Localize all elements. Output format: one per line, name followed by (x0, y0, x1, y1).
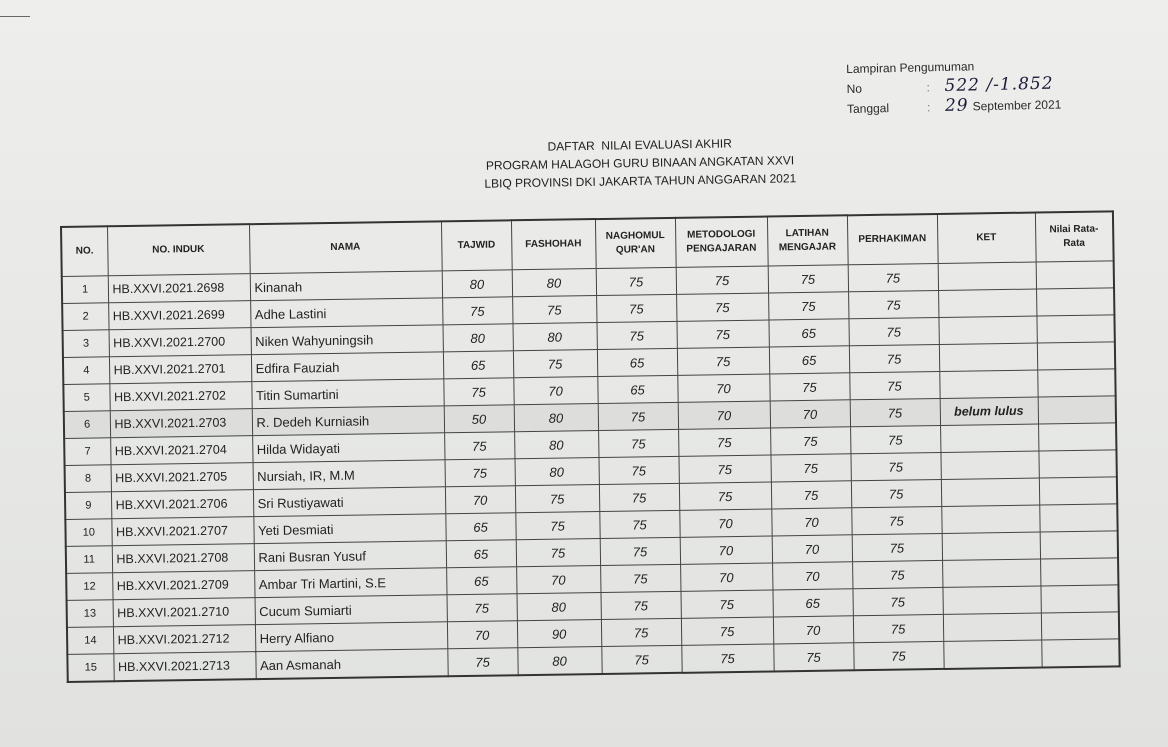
cell-tajwid: 75 (447, 594, 517, 622)
cell-metodologi: 70 (680, 536, 772, 564)
cell-latihan: 75 (771, 481, 851, 509)
cell-naghomul: 75 (596, 267, 676, 295)
cell-metodologi: 75 (681, 644, 773, 673)
cell-ket (940, 451, 1038, 479)
cell-ket (940, 424, 1038, 452)
date-label: Tanggal (846, 101, 890, 116)
cell-latihan: 75 (773, 643, 853, 672)
header-latihan (767, 215, 848, 266)
cell-ket (939, 343, 1037, 371)
cell-no: 8 (65, 465, 111, 493)
cell-ket (939, 370, 1037, 398)
cell-metodologi: 75 (676, 293, 768, 321)
cell-naghomul: 75 (598, 402, 678, 430)
cell-induk: HB.XXVI.2021.2707 (111, 517, 253, 546)
cell-nama: Titin Sumartini (251, 379, 443, 409)
cell-nama: Herry Alfiano (255, 622, 447, 652)
cell-induk: HB.XXVI.2021.2704 (110, 436, 252, 465)
cell-tajwid: 80 (442, 270, 512, 298)
cell-metodologi: 75 (678, 455, 770, 483)
cell-perhakiman: 75 (852, 587, 942, 615)
cell-naghomul: 65 (597, 375, 677, 403)
cell-rata (1041, 639, 1119, 668)
cell-rata (1036, 288, 1114, 316)
cell-metodologi: 75 (676, 320, 768, 348)
cell-rata (1039, 477, 1117, 505)
header-nama: NAMA (249, 221, 442, 273)
header-fashohah: FASHOHAH (511, 219, 596, 270)
cell-naghomul: 75 (601, 618, 681, 646)
header-rata-line2: Rata (1063, 237, 1086, 250)
cell-induk: HB.XXVI.2021.2710 (113, 598, 255, 627)
cell-no: 5 (63, 384, 109, 412)
cell-fashohah: 75 (513, 350, 597, 378)
cell-fashohah: 80 (513, 323, 597, 351)
cell-ket (941, 505, 1039, 533)
cell-tajwid: 75 (444, 432, 514, 460)
header-naghomul-line2: QUR'AN (615, 244, 656, 256)
cell-perhakiman: 75 (852, 533, 942, 561)
cell-no: 4 (63, 357, 109, 385)
cell-induk: HB.XXVI.2021.2701 (109, 355, 251, 384)
cell-fashohah: 80 (514, 431, 598, 459)
header-perhakiman: PERHAKIMAN (847, 214, 938, 265)
cell-perhakiman: 75 (851, 506, 941, 534)
cell-tajwid: 70 (447, 621, 517, 649)
cell-tajwid: 75 (447, 648, 517, 677)
cell-naghomul: 75 (598, 429, 678, 457)
cell-ket (942, 586, 1040, 614)
cell-perhakiman: 75 (848, 263, 938, 291)
cell-latihan: 75 (769, 373, 849, 401)
cell-nama: Rani Busran Yusuf (254, 541, 446, 571)
cell-naghomul: 75 (600, 564, 680, 592)
header-metodologi (675, 217, 768, 268)
cell-induk: HB.XXVI.2021.2708 (112, 544, 254, 573)
cell-tajwid: 65 (443, 351, 513, 379)
cell-nama: Cucum Sumiarti (255, 595, 447, 625)
cell-naghomul: 75 (600, 537, 680, 565)
cell-ket (941, 478, 1039, 506)
cell-rata (1040, 585, 1118, 613)
cell-no: 13 (67, 600, 113, 628)
cell-no: 14 (67, 627, 113, 655)
cell-no: 7 (64, 438, 110, 466)
cell-tajwid: 75 (445, 459, 515, 487)
title-line-3: LBIQ PROVINSI DKI JAKARTA TAHUN ANGGARAN 2021 (484, 171, 797, 191)
cell-naghomul: 75 (601, 645, 681, 674)
header-naghomul (595, 218, 676, 269)
cell-no: 2 (62, 303, 108, 331)
cell-nama: Kinanah (250, 271, 442, 301)
cell-tajwid: 75 (442, 297, 512, 325)
number-label: No (846, 81, 863, 96)
cell-tajwid: 65 (445, 513, 515, 541)
table-body (62, 261, 1120, 682)
cell-fashohah: 80 (517, 593, 601, 621)
cell-fashohah: 75 (515, 512, 599, 540)
grades-table (60, 210, 1121, 683)
cell-naghomul: 75 (598, 456, 678, 484)
cell-naghomul: 75 (599, 483, 679, 511)
cell-latihan: 70 (773, 616, 853, 644)
header-tajwid: TAJWID (441, 220, 512, 271)
cell-rata (1037, 342, 1115, 370)
cell-induk: HB.XXVI.2021.2713 (113, 652, 255, 682)
cell-metodologi: 75 (681, 617, 773, 645)
cell-metodologi: 75 (679, 482, 771, 510)
cell-fashohah: 80 (515, 458, 599, 486)
header-ket: KET (937, 213, 1036, 264)
cell-no: 3 (63, 330, 109, 358)
cell-tajwid: 80 (443, 324, 513, 352)
cell-no: 10 (65, 519, 111, 547)
cell-tajwid: 65 (446, 567, 516, 595)
cell-metodologi: 75 (677, 347, 769, 375)
cell-rata (1040, 531, 1118, 559)
cell-no: 1 (62, 276, 108, 304)
cell-ket (943, 613, 1041, 641)
cell-perhakiman: 75 (849, 371, 939, 399)
cell-nama: Aan Asmanah (255, 649, 447, 679)
number-colon: : (926, 80, 931, 95)
cell-perhakiman: 75 (850, 425, 940, 453)
cell-ket (938, 316, 1036, 344)
cell-ket (942, 532, 1040, 560)
cell-perhakiman: 75 (848, 317, 938, 345)
cell-fashohah: 70 (516, 566, 600, 594)
cell-rata (1038, 423, 1116, 451)
cell-metodologi: 70 (677, 374, 769, 402)
cell-rata (1039, 504, 1117, 532)
cell-naghomul: 75 (596, 321, 676, 349)
cell-rata (1041, 612, 1119, 640)
cell-nama: Yeti Desmiati (253, 514, 445, 544)
cell-induk: HB.XXVI.2021.2702 (109, 382, 251, 411)
cell-rata (1036, 261, 1114, 289)
cell-fashohah: 70 (513, 377, 597, 405)
header-metodologi-line1: METODOLOGI (687, 228, 756, 241)
cell-latihan: 65 (768, 319, 848, 347)
header-naghomul-line1: NAGHOMUL (605, 230, 665, 242)
cell-latihan: 70 (770, 400, 850, 428)
cell-metodologi: 75 (678, 428, 770, 456)
attachment-block (846, 56, 1062, 119)
cell-fashohah: 80 (514, 404, 598, 432)
cell-induk: HB.XXVI.2021.2706 (111, 490, 253, 519)
cell-naghomul: 65 (597, 348, 677, 376)
cell-latihan: 70 (772, 562, 852, 590)
cell-latihan: 65 (772, 589, 852, 617)
cell-perhakiman: 75 (849, 344, 939, 372)
document-title (440, 133, 841, 194)
cell-metodologi: 75 (680, 590, 772, 618)
cell-nama: R. Dedeh Kurniasih (252, 406, 444, 436)
cell-perhakiman: 75 (852, 560, 942, 588)
cell-naghomul: 75 (600, 591, 680, 619)
grades-table-wrapper (60, 210, 1121, 683)
cell-rata (1038, 396, 1116, 424)
cell-no: 12 (66, 573, 112, 601)
cell-no: 11 (66, 546, 112, 574)
cell-induk: HB.XXVI.2021.2703 (110, 409, 252, 438)
cell-tajwid: 65 (446, 540, 516, 568)
cell-ket: belum lulus (940, 397, 1038, 425)
cell-nama: Edfira Fauziah (251, 352, 443, 382)
cell-perhakiman: 75 (850, 452, 940, 480)
cell-naghomul: 75 (596, 294, 676, 322)
cell-latihan: 75 (770, 454, 850, 482)
cell-rata (1037, 369, 1115, 397)
cell-induk: HB.XXVI.2021.2712 (113, 625, 255, 654)
header-induk: NO. INDUK (107, 224, 250, 276)
cell-induk: HB.XXVI.2021.2698 (108, 274, 250, 303)
cell-latihan: 75 (768, 265, 848, 293)
date-colon: : (926, 100, 931, 115)
cell-metodologi: 70 (680, 563, 772, 591)
cell-latihan: 75 (770, 427, 850, 455)
header-rata (1035, 211, 1114, 262)
cell-rata (1036, 315, 1114, 343)
cell-fashohah: 75 (512, 296, 596, 324)
cell-induk: HB.XXVI.2021.2709 (112, 571, 254, 600)
cell-fashohah: 75 (516, 539, 600, 567)
cell-induk: HB.XXVI.2021.2699 (108, 301, 250, 330)
cell-ket (938, 289, 1036, 317)
handwritten-number: 522 /-1.852 (944, 73, 1054, 96)
header-latihan-line2: MENGAJAR (778, 241, 837, 254)
cell-nama: Nursiah, IR, M.M (253, 460, 445, 490)
cell-ket (942, 559, 1040, 587)
cell-rata (1038, 450, 1116, 478)
corner-line (0, 16, 30, 17)
header-latihan-line1: LATIHAN (785, 227, 829, 240)
header-rata-line1: Nilai Rata- (1049, 223, 1099, 236)
cell-nama: Niken Wahyuningsih (251, 325, 443, 355)
cell-perhakiman: 75 (850, 398, 940, 426)
handwritten-day: 29 (944, 95, 969, 116)
cell-no: 9 (65, 492, 111, 520)
header-metodologi-line2: PENGAJARAN (686, 242, 757, 255)
title-line-1: DAFTAR NILAI EVALUASI AKHIR (547, 136, 732, 154)
cell-metodologi: 70 (679, 509, 771, 537)
cell-latihan: 75 (768, 292, 848, 320)
cell-metodologi: 70 (678, 401, 770, 429)
cell-fashohah: 80 (512, 269, 596, 297)
cell-tajwid: 70 (445, 486, 515, 514)
cell-perhakiman: 75 (853, 641, 943, 670)
cell-nama: Ambar Tri Martini, S.E (254, 568, 446, 598)
cell-fashohah: 80 (517, 647, 601, 676)
cell-nama: Sri Rustiyawati (253, 487, 445, 517)
cell-latihan: 70 (771, 508, 851, 536)
cell-latihan: 65 (769, 346, 849, 374)
cell-metodologi: 75 (676, 266, 768, 294)
cell-perhakiman: 75 (848, 290, 938, 318)
cell-fashohah: 75 (515, 485, 599, 513)
attachment-title: Lampiran Pengumuman (846, 59, 975, 76)
cell-tajwid: 50 (444, 405, 514, 433)
cell-induk: HB.XXVI.2021.2705 (111, 463, 253, 492)
cell-perhakiman: 75 (853, 614, 943, 642)
cell-induk: HB.XXVI.2021.2700 (109, 328, 251, 357)
cell-nama: Adhe Lastini (250, 298, 442, 328)
cell-ket (938, 262, 1036, 290)
cell-naghomul: 75 (599, 510, 679, 538)
cell-nama: Hilda Widayati (252, 433, 444, 463)
cell-tajwid: 75 (443, 378, 513, 406)
cell-no: 6 (64, 411, 110, 439)
cell-no: 15 (67, 654, 113, 682)
cell-ket (943, 640, 1041, 669)
cell-perhakiman: 75 (851, 479, 941, 507)
cell-latihan: 70 (772, 535, 852, 563)
cell-rata (1040, 558, 1118, 586)
title-line-2: PROGRAM HALAGOH GURU BINAAN ANGKATAN XXVI (485, 153, 795, 173)
date-month-year: September 2021 (972, 97, 1062, 114)
header-no: NO. (61, 226, 108, 276)
cell-fashohah: 90 (517, 620, 601, 648)
